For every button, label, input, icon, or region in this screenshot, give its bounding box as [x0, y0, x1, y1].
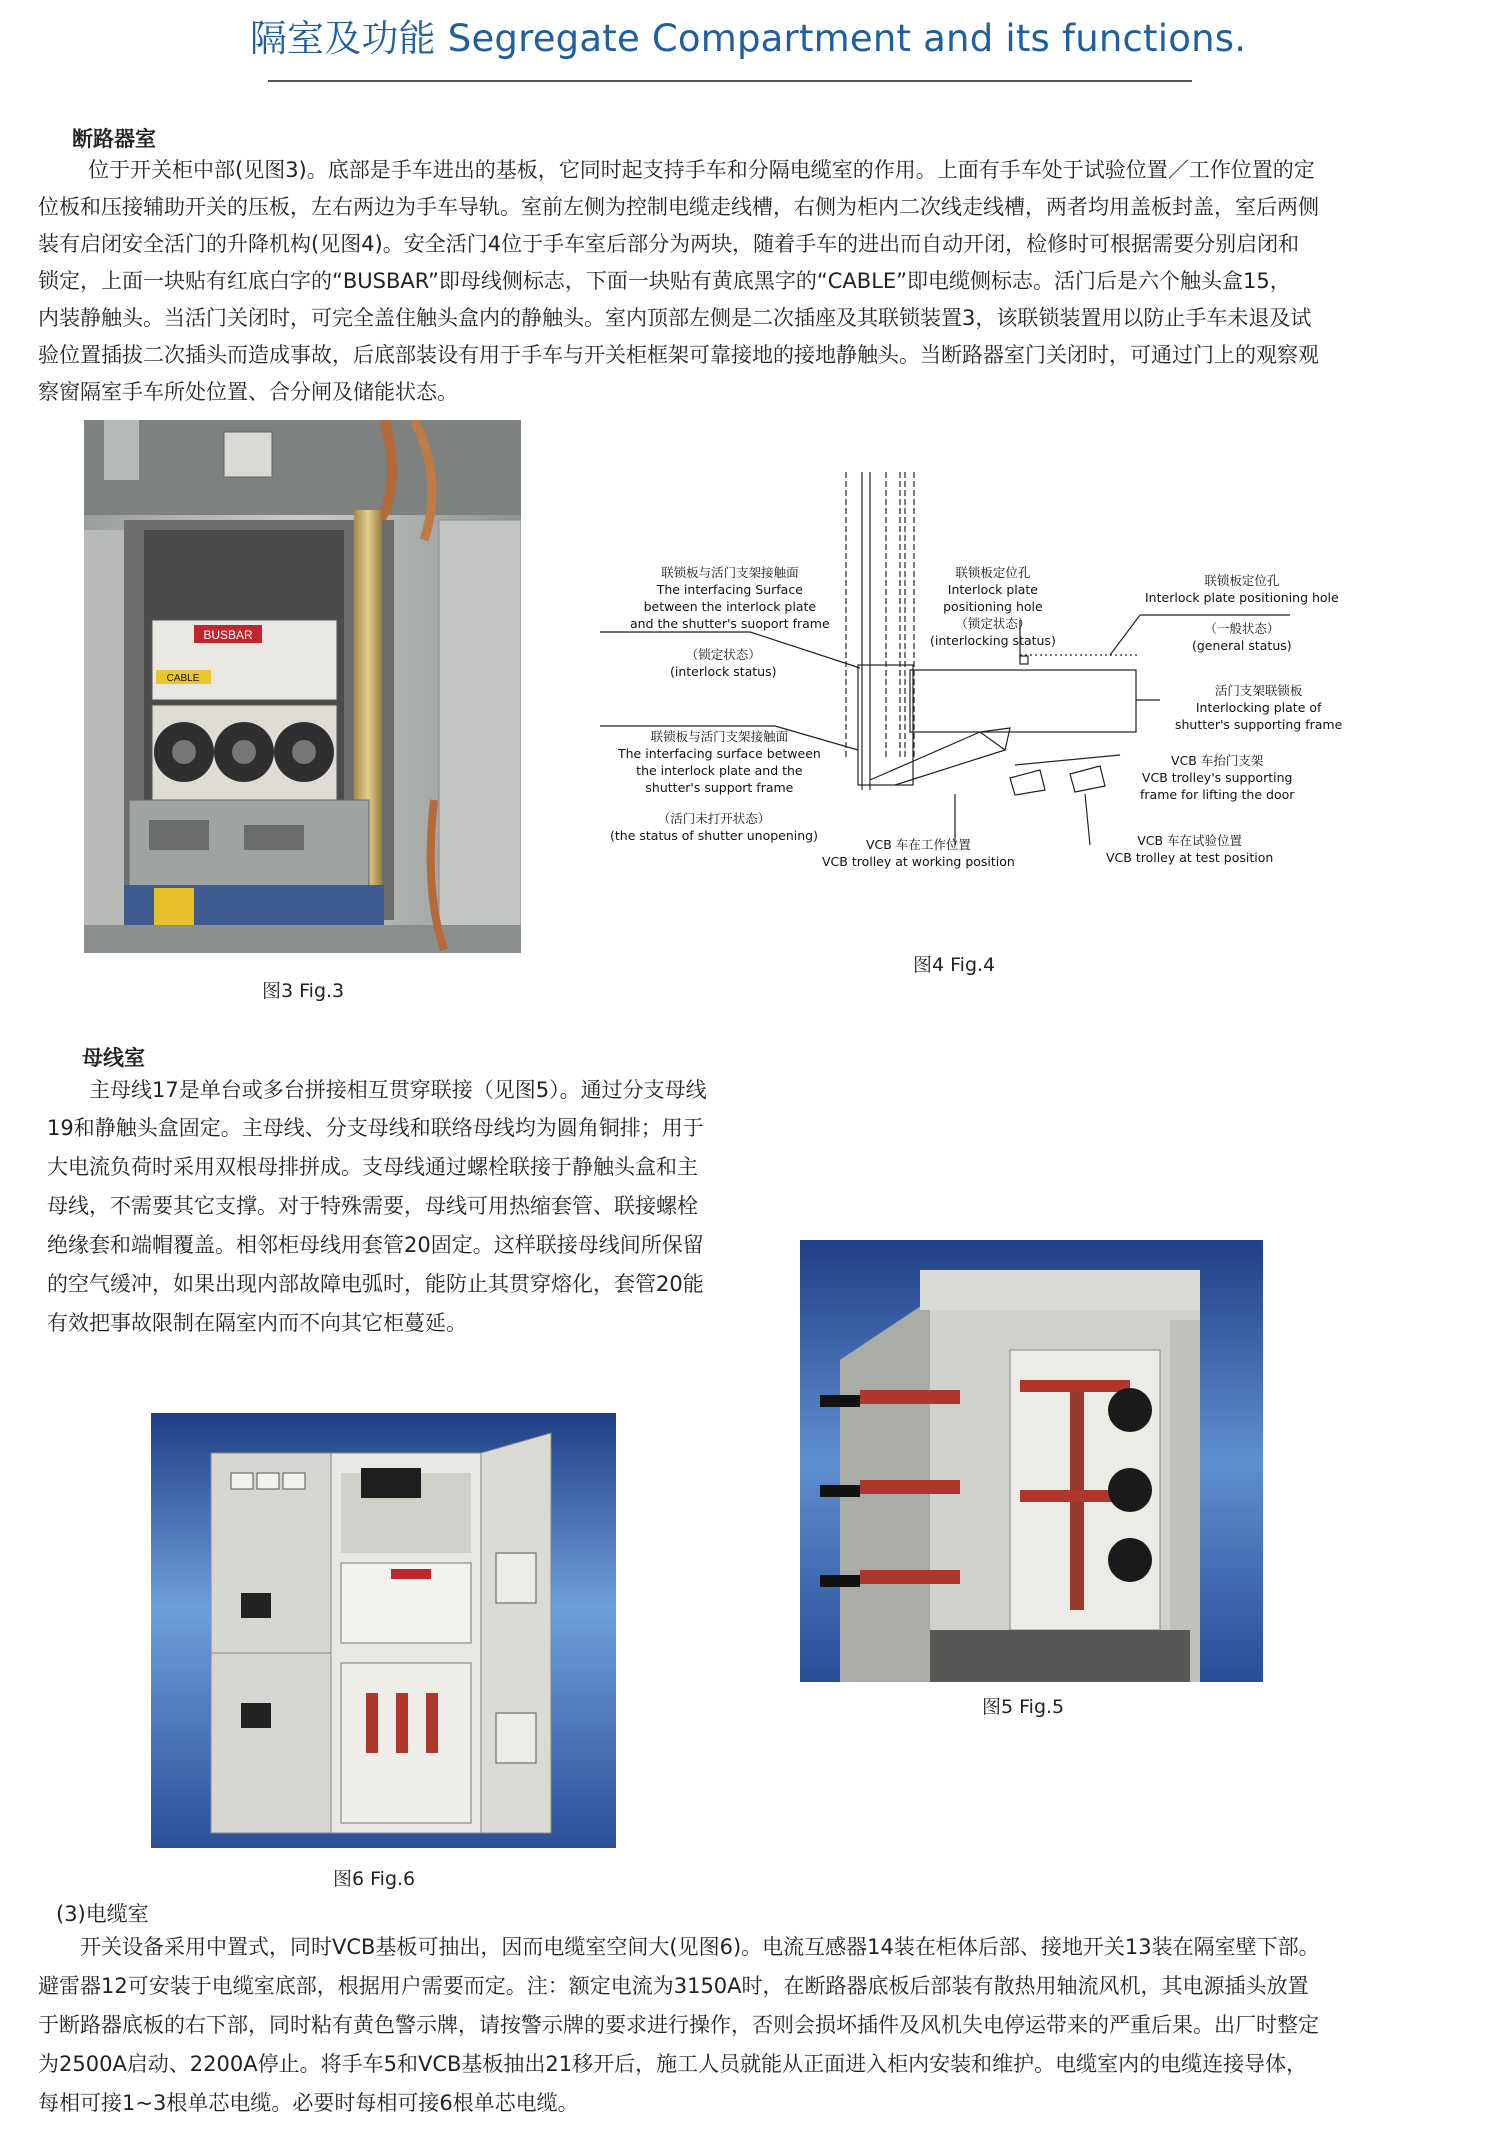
fig6-photo — [151, 1413, 616, 1848]
section-body-breaker — [38, 152, 1418, 411]
fig5-photo — [800, 1240, 1263, 1682]
fig4-label-positioning-hole: 联锁板定位孔 Interlock plate positioning hole — [1145, 573, 1339, 605]
fig4-label-working-position: VCB 车在工作位置 VCB trolley at working position — [822, 837, 1015, 869]
para-line: 内装静触头。当活门关闭时，可完全盖住触头盒内的静触头。室内顶部左侧是二次插座及其联锁装置3，该联锁装置用以防止手车未退及试 — [38, 306, 1312, 330]
para-line: 锁定，上面一块贴有红底白字的“BUSBAR”即母线侧标志，下面一块贴有黄底黑字的“CABLE”即电缆侧标志。活门后是六个触头盒15， — [38, 269, 1291, 293]
title-divider — [268, 80, 1192, 82]
para-line: 绝缘套和端帽覆盖。相邻柜母线用套管20固定。这样联接母线间所保留 — [47, 1233, 704, 1257]
para-line: 验位置插拔二次插头而造成事故，后底部装设有用于手车与开关柜框架可靠接地的接地静触头。当断路器室门关闭时，可通过门上的观察观 — [38, 343, 1319, 367]
para-line: 母线，不需要其它支撑。对于特殊需要，母线可用热缩套管、联接螺栓 — [47, 1194, 698, 1218]
para-line: 于断路器底板的右下部，同时粘有黄色警示牌，请按警示牌的要求进行操作，否则会损坏插件及风机失电停运带来的严重后果。出厂时整定 — [38, 2013, 1319, 2037]
fig4-label-general-status: （一般状态） (general status) — [1192, 621, 1292, 653]
fig4-label-test-position: VCB 车在试验位置 VCB trolley at test position — [1106, 833, 1274, 865]
fig4-label-interlock-status: （锁定状态） (interlock status) — [670, 647, 777, 679]
section-heading-cable: (3)电缆室 — [56, 1902, 149, 1926]
busbar-sign: BUSBAR — [203, 628, 253, 642]
para-line: 位板和压接辅助开关的压板，左右两边为手车导轨。室前左侧为控制电缆走线槽，右侧为柜内二次线走线槽，两者均用盖板封盖，室后两侧 — [38, 195, 1319, 219]
para-line: 的空气缓冲，如果出现内部故障电弧时，能防止其贯穿熔化，套管20能 — [47, 1272, 704, 1296]
fig4-label-interface-unopened: 联锁板与活门支架接触面 The interfacing surface between the interlock plate and the shutter's support frame — [618, 729, 821, 795]
para-line: 主母线17是单台或多台拼接相互贯穿联接（见图5）。通过分支母线 — [89, 1078, 707, 1102]
page-title: 隔室及功能 Segregate Compartment and its functions. — [249, 17, 1247, 60]
section-body-busbar — [47, 1072, 752, 1343]
fig4-label-interlocking-plate: 活门支架联锁板 Interlocking plate of shutter's supporting frame — [1175, 683, 1343, 732]
fig4-label-shutter-unopening: （活门未打开状态） (the status of shutter unopening) — [610, 811, 818, 843]
fig4-caption: 图4 Fig.4 — [913, 954, 996, 976]
fig4-diagram — [600, 460, 1360, 890]
section-body-cable — [38, 1928, 1428, 2123]
fig6-caption: 图6 Fig.6 — [333, 1868, 416, 1890]
section-heading-breaker: 断路器室 — [72, 127, 156, 151]
fig4-label-positioning-hole-locked: 联锁板定位孔 Interlock plate positioning hole （锁定状态） (interlocking status) — [930, 565, 1056, 648]
fig3-photo — [84, 420, 521, 953]
fig5-caption: 图5 Fig.5 — [982, 1696, 1065, 1718]
fig4-label-lifting-frame: VCB 车抬门支架 VCB trolley's supporting frame for lifting the door — [1140, 753, 1295, 802]
para-line: 位于开关柜中部(见图3)。底部是手车进出的基板，它同时起支持手车和分隔电缆室的作用。上面有手车处于试验位置／工作位置的定 — [88, 158, 1315, 182]
para-line: 19和静触头盒固定。主母线、分支母线和联络母线均为圆角铜排；用于 — [47, 1116, 704, 1140]
para-line: 为2500A启动、2200A停止。将手车5和VCB基板抽出21移开后，施工人员就能从正面进入柜内安装和维护。电缆室内的电缆连接导体， — [38, 2052, 1308, 2076]
para-line: 每相可接1~3根单芯电缆。必要时每相可接6根单芯电缆。 — [38, 2091, 579, 2115]
para-line: 察窗隔室手车所处位置、合分闸及储能状态。 — [38, 380, 458, 404]
para-line: 开关设备采用中置式，同时VCB基板可抽出，因而电缆室空间大(见图6)。电流互感器14装在柜体后部、接地开关13装在隔室壁下部。 — [80, 1935, 1320, 1959]
fig4-label-interface-locked: 联锁板与活门支架接触面 The interfacing Surface between the interlock plate and the shutter's suoport frame — [630, 565, 830, 631]
para-line: 装有启闭安全活门的升降机构(见图4)。安全活门4位于手车室后部分为两块，随着手车的进出而自动开闭，检修时可根据需要分别启闭和 — [38, 232, 1300, 256]
cable-sign: CABLE — [166, 673, 200, 684]
para-line: 大电流负荷时采用双根母排拼成。支母线通过螺栓联接于静触头盒和主 — [47, 1155, 698, 1179]
fig3-caption: 图3 Fig.3 — [262, 980, 345, 1002]
para-line: 避雷器12可安装于电缆室底部，根据用户需要而定。注：额定电流为3150A时，在断路器底板后部装有散热用轴流风机，其电源插头放置 — [38, 1974, 1309, 1998]
para-line: 有效把事故限制在隔室内而不向其它柜蔓延。 — [47, 1311, 467, 1335]
section-heading-busbar: 母线室 — [82, 1046, 145, 1070]
